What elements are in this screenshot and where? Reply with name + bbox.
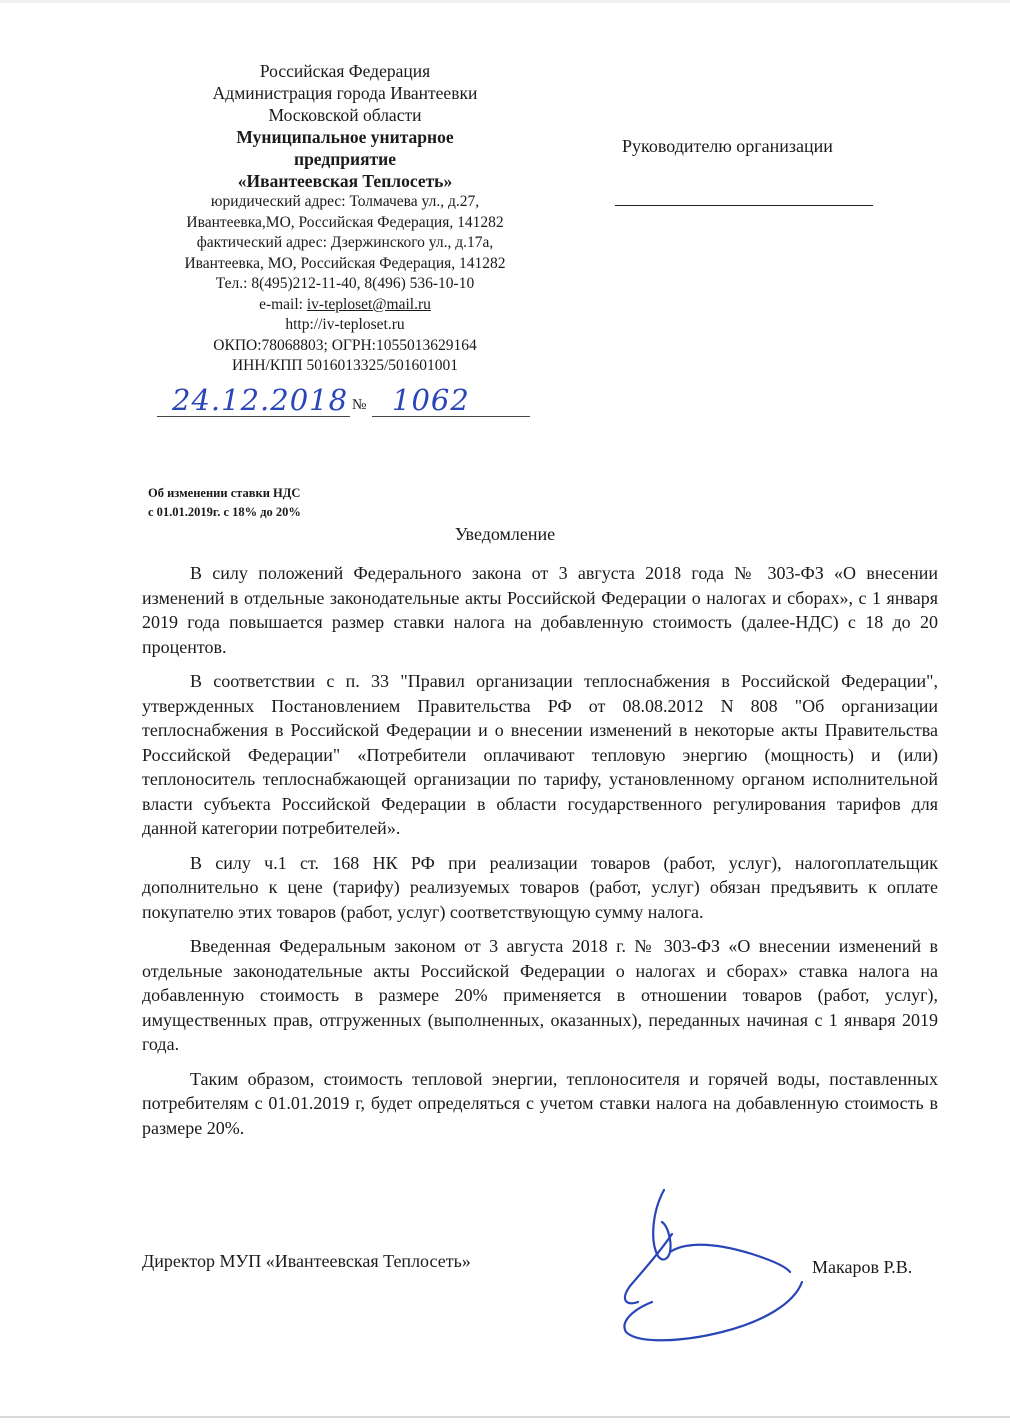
recipient-label: Руководителю организации <box>622 136 833 156</box>
letterhead-country: Российская Федерация <box>259 61 431 81</box>
number-sign: № <box>352 397 367 413</box>
paragraph-1: В силу положений Федерального закона от 3 августа 2018 года № 303-ФЗ «О внесении изменений в отдельные законодательные акты Российской Федерации о налогах и сборах», с 1 января 2019 года повышается размер ставки налога на добавленную стоимость (далее-НДС) с 18 до 20 процентов. <box>142 563 938 657</box>
date-underline <box>157 416 350 417</box>
actual-address-line-2: Ивантеевка, МО, Российская Федерация, 141282 <box>184 254 506 272</box>
codes-line-2: ИНН/КПП 5016013325/501601001 <box>231 357 459 374</box>
subject-line-1: Об изменении ставки НДС <box>148 486 301 500</box>
scan-top-edge <box>0 0 1010 3</box>
signature-image <box>612 1182 812 1352</box>
scan-bottom-edge <box>0 1416 1010 1418</box>
recipient-underline <box>615 205 873 206</box>
letterhead-administration: Администрация города Ивантеевки <box>212 83 478 103</box>
paragraph-3: В силу ч.1 ст. 168 НК РФ при реализации товаров (работ, услуг), налогоплательщик дополнительно к цене (тарифу) реализуемых товаров (работ, услуг) обязан предъявить к оплате покупателю этих товаров (работ, услуг) соответствующую сумму налога. <box>142 852 938 922</box>
phone-line: Тел.: 8(495)212-11-40, 8(496) 536-10-10 <box>215 275 475 292</box>
org-name-line-1: Муниципальное унитарное <box>236 127 454 147</box>
email-line <box>150 295 540 316</box>
paragraph-2: В соответствии с п. 33 "Правил организации теплоснабжения в Российской Федерации", утвержденных Постановлением Правительства РФ от 08.08.2012 N 808 "Об организации теплоснабжения в Российской Федерации и о внесении изменений в некоторые акты Правительства Российской Федерации" «Потребители оплачивают тепловую энергию (мощность) и (или) теплоноситель теплоснабжающей организации по тарифу, установленному органом исполнительной власти субъекта Российской Федерации в области государственного регулирования тарифов для данной категории потребителей». <box>142 671 938 838</box>
signer-name: Макаров Р.В. <box>812 1257 913 1277</box>
subject-block <box>148 484 301 522</box>
document-title: Уведомление <box>454 524 556 544</box>
legal-address-line-1: юридический адрес: Толмачева ул., д.27, <box>210 193 480 210</box>
letterhead-region: Московской области <box>268 105 422 125</box>
codes-line-1: ОКПО:78068803; ОГРН:1055013629164 <box>213 336 477 354</box>
signer-position: Директор МУП «Ивантеевская Теплосеть» <box>142 1251 471 1271</box>
website-line[interactable]: http://iv-teploset.ru <box>285 316 405 333</box>
email-label: e-mail: <box>259 295 307 313</box>
email-link[interactable]: iv-teploset@mail.ru <box>306 295 431 313</box>
subject-line-2: с 01.01.2019г. с 18% до 20% <box>148 505 301 519</box>
handwritten-number: 1062 <box>392 383 470 417</box>
org-name-line-2: предприятие <box>293 149 397 169</box>
number-underline <box>372 416 530 417</box>
handwritten-date: 24.12.2018 <box>172 383 349 417</box>
letter-body <box>142 561 938 1150</box>
paragraph-5: Таким образом, стоимость тепловой энергии, теплоносителя и горячей воды, поставленных потребителям с 01.01.2019 г, будет определяться с учетом ставки налога на добавленную стоимость в размере 20%. <box>142 1068 938 1138</box>
legal-address-line-2: Ивантеевка,МО, Российская Федерация, 141282 <box>186 213 504 231</box>
letterhead <box>150 60 540 377</box>
actual-address-line-1: фактический адрес: Дзержинского ул., д.17а, <box>196 234 494 251</box>
paragraph-4: Введенная Федеральным законом от 3 августа 2018 г. № 303-ФЗ «О внесении изменений в отдельные законодательные акты Российской Федерации о налогах и сборах» ставка налога на добавленную стоимость в размере 20% применяется в отношении товаров (работ, услуг), имущественных прав, отгруженных (выполненных, оказанных), переданных начиная с 1 января 2019 года. <box>142 936 938 1054</box>
org-name-line-3: «Ивантеевская Теплосеть» <box>237 171 453 191</box>
